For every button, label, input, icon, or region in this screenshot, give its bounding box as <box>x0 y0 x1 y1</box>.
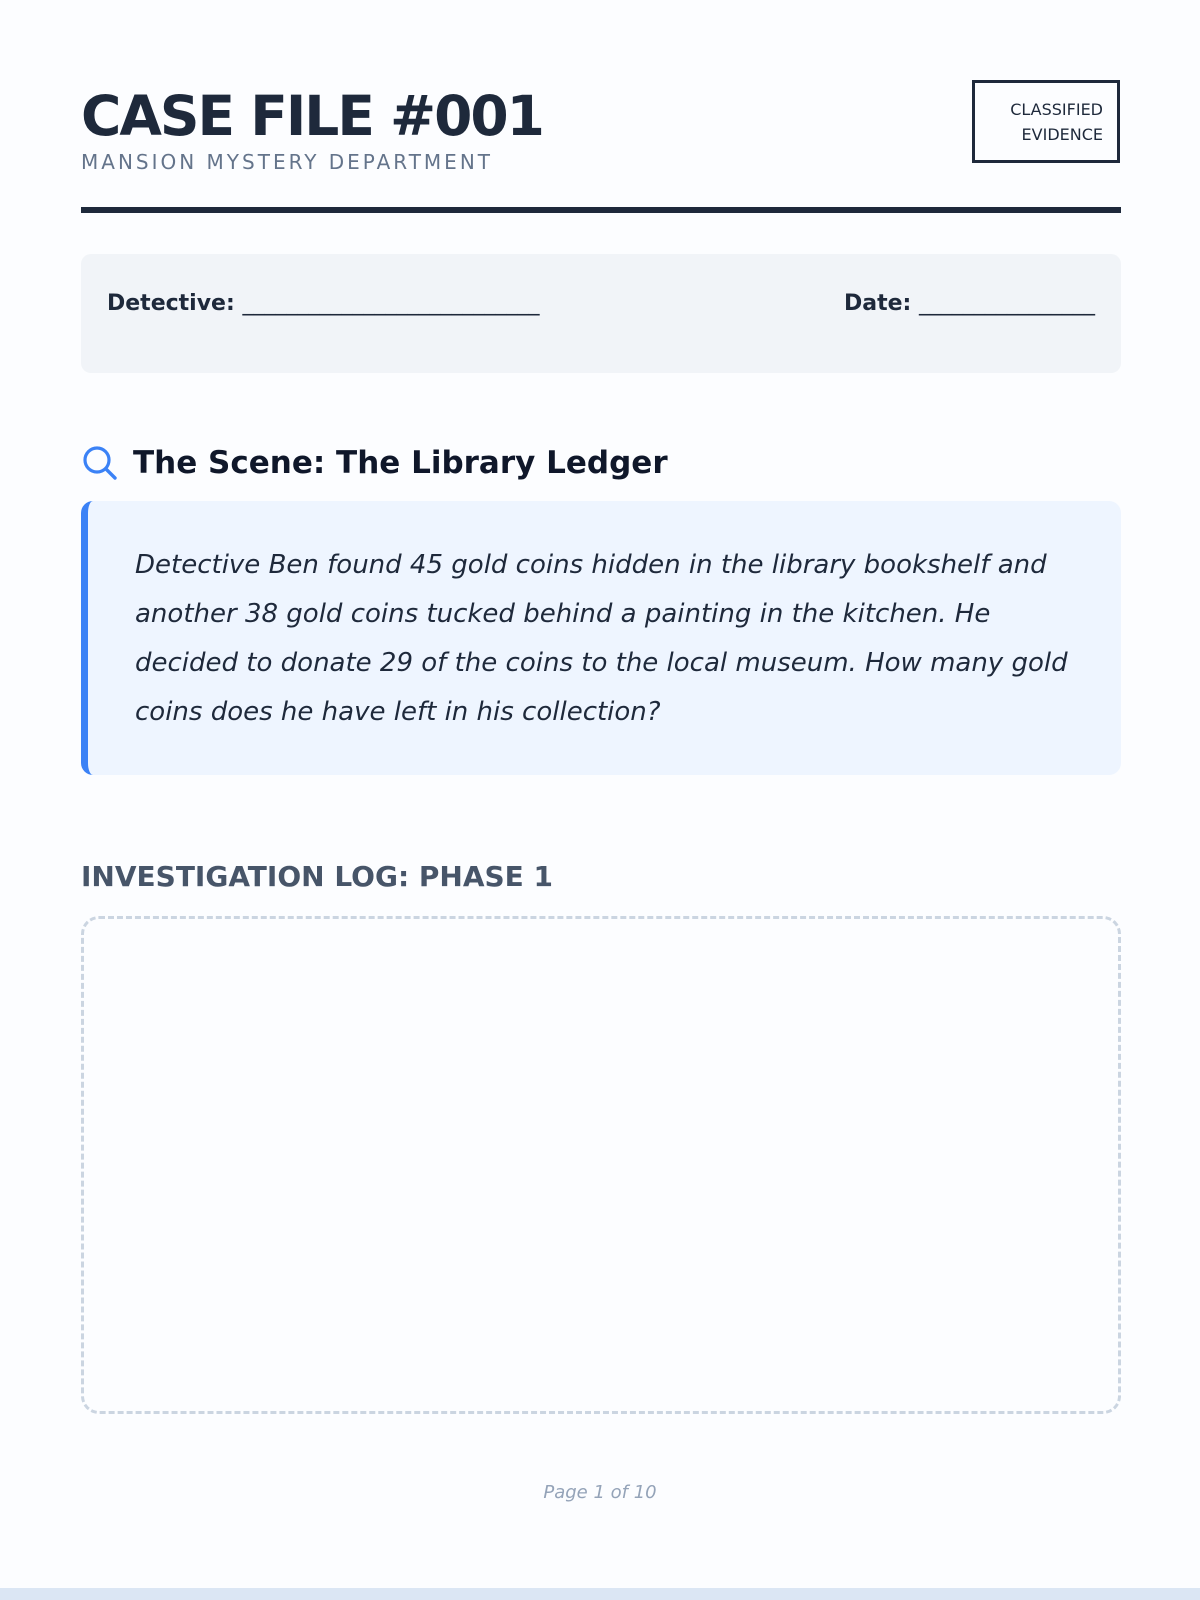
detective-field[interactable] <box>107 284 539 324</box>
scene-problem-text: Detective Ben found 45 gold coins hidden in the library bookshelf and another 38 gold coins tucked behind a painting in the kitchen. He decided to donate 29 of the coins to the local museum. How many gold coins does he have left in his collection? <box>135 550 1068 727</box>
bottom-edge-strip <box>0 1588 1200 1600</box>
magnifying-glass-icon <box>81 444 119 482</box>
stamp-line-evidence: EVIDENCE <box>1021 124 1103 144</box>
date-field[interactable] <box>844 284 1095 324</box>
investigation-log-workspace[interactable] <box>81 916 1121 1414</box>
scene-heading <box>81 440 668 486</box>
investigation-log-heading: INVESTIGATION LOG: PHASE 1 <box>81 860 554 893</box>
page-number: Page 1 of 10 <box>543 1482 657 1503</box>
case-header <box>81 86 1121 176</box>
date-label: Date: <box>843 291 912 316</box>
detective-label: Detective: <box>107 291 235 316</box>
date-blank-line[interactable]: ________________ <box>919 291 1095 316</box>
case-title: CASE FILE #001 <box>81 84 543 148</box>
detective-info-panel <box>81 254 1121 373</box>
scene-title: The Scene: The Library Ledger <box>133 445 668 481</box>
detective-blank-line[interactable]: ___________________________ <box>242 291 540 316</box>
header-divider <box>81 207 1121 213</box>
scene-description-box <box>81 501 1121 775</box>
department-name: MANSION MYSTERY DEPARTMENT <box>81 150 493 174</box>
classified-stamp <box>972 80 1120 163</box>
stamp-line-classified: CLASSIFIED <box>1010 99 1103 119</box>
